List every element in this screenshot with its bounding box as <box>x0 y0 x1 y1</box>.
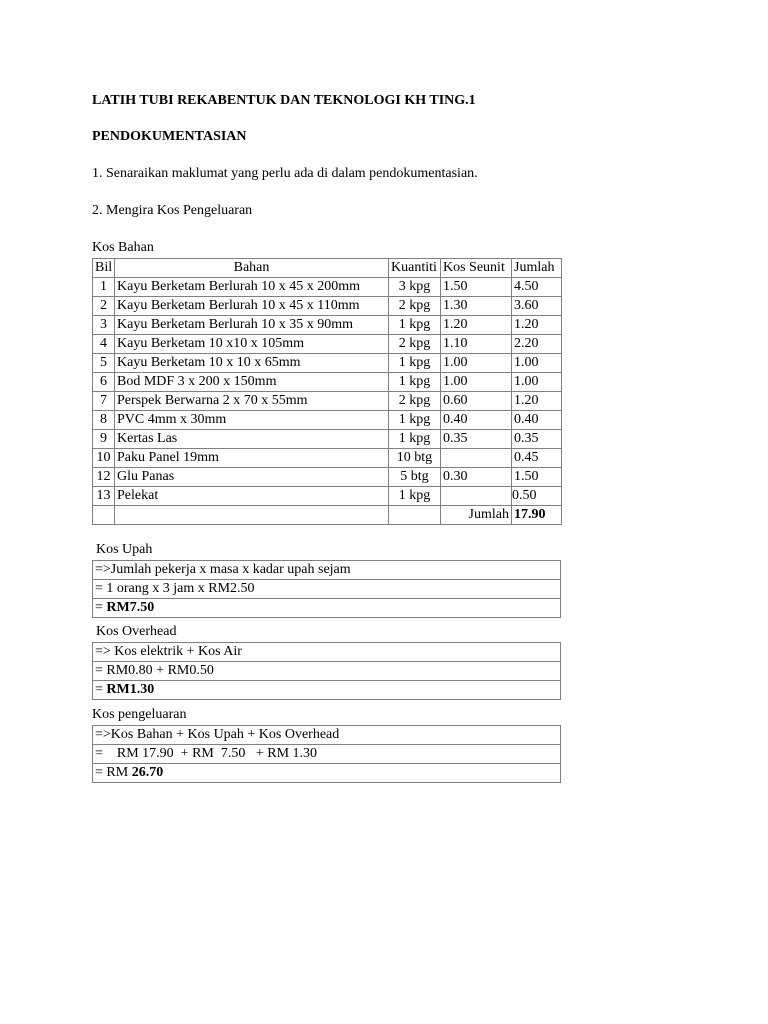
cell-bil: 13 <box>93 487 115 506</box>
overhead-formula: => Kos elektrik + Kos Air <box>93 643 561 662</box>
upah-substitution: = 1 orang x 3 jam x RM2.50 <box>93 580 561 599</box>
cell-kos-seunit: 1.50 <box>441 278 512 297</box>
kos-overhead-caption: Kos Overhead <box>96 624 177 639</box>
overhead-result-value: RM1.30 <box>106 682 155 697</box>
table-row <box>93 354 562 373</box>
cell-jumlah: 4.50 <box>512 278 562 297</box>
cell-bil: 1 <box>93 278 115 297</box>
pengeluaran-formula: =>Kos Bahan + Kos Upah + Kos Overhead <box>93 726 561 745</box>
overhead-result-prefix: = <box>95 682 107 697</box>
cell-kos-seunit: 0.35 <box>441 430 512 449</box>
header-bahan: Bahan <box>115 259 389 278</box>
cell-bahan: Kayu Berketam Berlurah 10 x 45 x 110mm <box>115 297 389 316</box>
question-1: 1. Senaraikan maklumat yang perlu ada di dalam pendokumentasian. <box>92 166 478 181</box>
cell-kuantiti: 1 kpg <box>389 354 441 373</box>
cell-bahan: Kayu Berketam 10 x 10 x 65mm <box>115 354 389 373</box>
cell-jumlah: 1.00 <box>512 373 562 392</box>
cell-bahan: Kayu Berketam 10 x10 x 105mm <box>115 335 389 354</box>
cell-kuantiti: 1 kpg <box>389 487 441 506</box>
table-row <box>93 468 562 487</box>
kos-bahan-table <box>92 258 562 525</box>
header-jumlah: Jumlah <box>512 259 562 278</box>
cell-bahan: Perspek Berwarna 2 x 70 x 55mm <box>115 392 389 411</box>
cell-kuantiti: 1 kpg <box>389 411 441 430</box>
upah-result-prefix: = <box>95 600 107 615</box>
table-row <box>93 278 562 297</box>
total-value: 17.90 <box>512 506 562 525</box>
overhead-substitution: = RM0.80 + RM0.50 <box>93 662 561 681</box>
cell-jumlah: 1.20 <box>512 316 562 335</box>
pengeluaran-result <box>93 764 561 783</box>
cell-kos-seunit: 0.40 <box>441 411 512 430</box>
cell-kos-seunit: 1.00 <box>441 354 512 373</box>
cell-bahan: Kertas Las <box>115 430 389 449</box>
cell-bahan: Paku Panel 19mm <box>115 449 389 468</box>
cell-bil: 8 <box>93 411 115 430</box>
cell-bil: 9 <box>93 430 115 449</box>
cell-bil: 5 <box>93 354 115 373</box>
table-row <box>93 297 562 316</box>
table-row <box>93 487 562 506</box>
upah-result <box>93 599 561 618</box>
cell-bahan: Kayu Berketam Berlurah 10 x 35 x 90mm <box>115 316 389 335</box>
cell-kuantiti: 2 kpg <box>389 297 441 316</box>
cell-jumlah: 1.50 <box>512 468 562 487</box>
cell-kos-seunit: 1.10 <box>441 335 512 354</box>
cell-bil: 3 <box>93 316 115 335</box>
section-heading: PENDOKUMENTASIAN <box>92 129 247 144</box>
cell-bahan: PVC 4mm x 30mm <box>115 411 389 430</box>
cell-jumlah: 0.50 <box>512 487 562 506</box>
pengeluaran-result-value: 26.70 <box>131 765 164 780</box>
kos-upah-caption: Kos Upah <box>96 542 153 557</box>
page-title: LATIH TUBI REKABENTUK DAN TEKNOLOGI KH TING.1 <box>92 93 476 108</box>
cell-kos-seunit: 1.00 <box>441 373 512 392</box>
cell-kuantiti: 1 kpg <box>389 430 441 449</box>
total-row <box>93 506 562 525</box>
table-row <box>93 392 562 411</box>
cell-jumlah: 1.00 <box>512 354 562 373</box>
kos-pengeluaran-caption: Kos pengeluaran <box>92 707 187 722</box>
upah-formula: =>Jumlah pekerja x masa x kadar upah sejam <box>93 561 561 580</box>
cell-kuantiti: 1 kpg <box>389 373 441 392</box>
kos-pengeluaran-table <box>92 725 561 783</box>
kos-upah-table <box>92 560 561 618</box>
total-empty-bil <box>93 506 115 525</box>
pengeluaran-substitution: = RM 17.90 + RM 7.50 + RM 1.30 <box>93 745 561 764</box>
table-header-row <box>93 259 562 278</box>
cell-bil: 4 <box>93 335 115 354</box>
cell-bil: 6 <box>93 373 115 392</box>
table-row <box>93 316 562 335</box>
kos-bahan-caption: Kos Bahan <box>92 240 154 255</box>
table-row <box>93 411 562 430</box>
table-row <box>93 335 562 354</box>
cell-bil: 10 <box>93 449 115 468</box>
cell-kos-seunit <box>441 449 512 468</box>
cell-bil: 2 <box>93 297 115 316</box>
header-bil: Bil <box>93 259 115 278</box>
cell-bahan: Bod MDF 3 x 200 x 150mm <box>115 373 389 392</box>
cell-jumlah: 3.60 <box>512 297 562 316</box>
header-kuantiti: Kuantiti <box>389 259 441 278</box>
cell-kuantiti: 5 btg <box>389 468 441 487</box>
table-row <box>93 373 562 392</box>
upah-result-value: RM7.50 <box>106 600 155 615</box>
cell-jumlah: 2.20 <box>512 335 562 354</box>
total-label: Jumlah <box>441 506 512 525</box>
overhead-result <box>93 681 561 700</box>
cell-kos-seunit: 1.20 <box>441 316 512 335</box>
total-empty-bahan <box>115 506 389 525</box>
cell-kos-seunit: 1.30 <box>441 297 512 316</box>
question-2: 2. Mengira Kos Pengeluaran <box>92 203 253 218</box>
cell-bahan: Glu Panas <box>115 468 389 487</box>
pengeluaran-result-prefix: = RM <box>95 765 132 780</box>
cell-jumlah: 0.35 <box>512 430 562 449</box>
cell-jumlah: 1.20 <box>512 392 562 411</box>
cell-jumlah: 0.45 <box>512 449 562 468</box>
cell-bahan: Kayu Berketam Berlurah 10 x 45 x 200mm <box>115 278 389 297</box>
cell-kuantiti: 3 kpg <box>389 278 441 297</box>
cell-kos-seunit <box>441 487 512 506</box>
cell-bil: 7 <box>93 392 115 411</box>
cell-kuantiti: 1 kpg <box>389 316 441 335</box>
cell-bil: 12 <box>93 468 115 487</box>
cell-kuantiti: 2 kpg <box>389 335 441 354</box>
cell-jumlah: 0.40 <box>512 411 562 430</box>
total-empty-kuantiti <box>389 506 441 525</box>
cell-kos-seunit: 0.30 <box>441 468 512 487</box>
kos-overhead-table <box>92 642 561 700</box>
cell-kuantiti: 10 btg <box>389 449 441 468</box>
table-row <box>93 430 562 449</box>
header-kos-seunit: Kos Seunit <box>441 259 512 278</box>
cell-kos-seunit: 0.60 <box>441 392 512 411</box>
cell-kuantiti: 2 kpg <box>389 392 441 411</box>
cell-bahan: Pelekat <box>115 487 389 506</box>
table-row <box>93 449 562 468</box>
